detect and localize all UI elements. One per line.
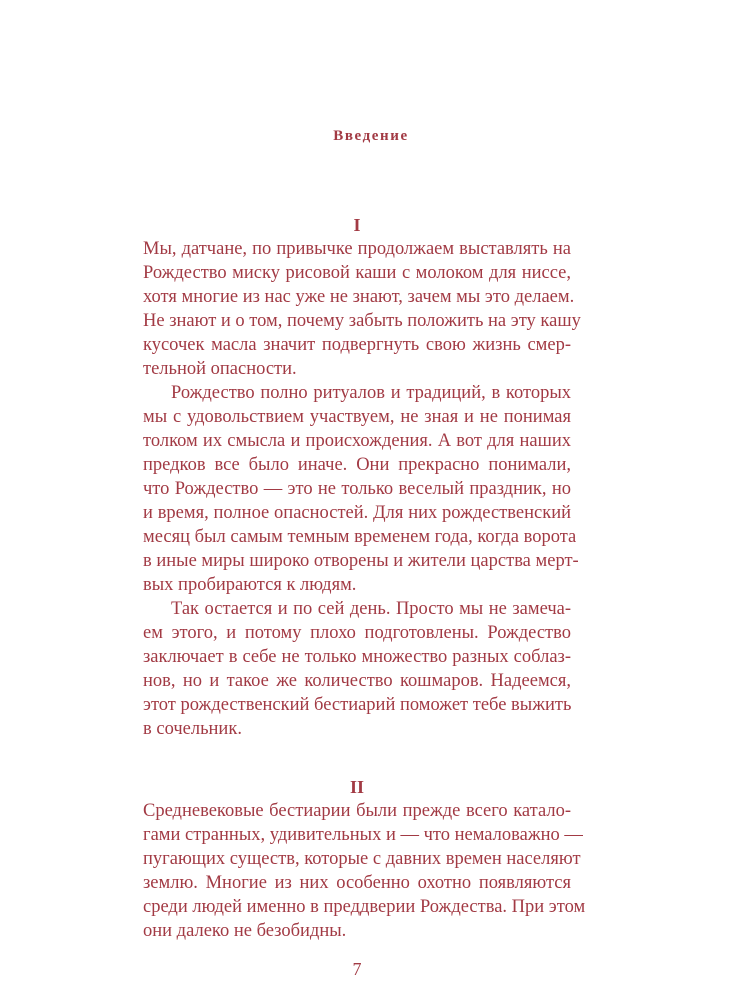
page-number: 7 — [352, 959, 362, 979]
section-number-2: II — [349, 777, 364, 797]
text-line: они далеко не безобидны. — [143, 921, 347, 941]
text-line: землю. Многие из них особенно охотно появляются — [143, 873, 571, 893]
text-line: в иные миры широко отворены и жители царства мерт- — [143, 551, 579, 571]
text-line: ем этого, и потому плохо подготовлены. Рождество — [143, 623, 571, 643]
text-line: заключает в себе не только множество разных соблаз- — [143, 647, 571, 667]
text-line: Рождество миску рисовой каши с молоком для ниссе, — [143, 263, 571, 283]
text-line: этот рождественский бестиарий поможет тебе выжить — [143, 695, 572, 715]
text-line: хотя многие из нас уже не знают, зачем мы это делаем. — [143, 287, 575, 307]
text-line: Мы, датчане, по привычке продолжаем выставлять на — [143, 239, 571, 259]
text-line: Рождество полно ритуалов и традиций, в которых — [171, 383, 571, 403]
text-line: что Рождество — это не только веселый праздник, но — [143, 479, 571, 499]
text-line: пугающих существ, которые с давних времен населяют — [143, 849, 581, 869]
text-line: предков все было иначе. Они прекрасно понимали, — [143, 455, 571, 475]
text-line: мы с удовольствием участвуем, не зная и не понимая — [143, 407, 571, 427]
text-line: тельной опасности. — [143, 359, 297, 379]
text-line: кусочек масла значит подвергнуть свою жизнь смер- — [143, 335, 571, 355]
text-line: в сочельник. — [143, 719, 242, 739]
chapter-title: Введение — [333, 128, 409, 144]
text-line: Не знают и о том, почему забыть положить на эту кашу — [143, 311, 581, 331]
section-number-1: I — [353, 215, 361, 235]
text-line: нов, но и такое же количество кошмаров. Надеемся, — [143, 671, 571, 691]
text-line: месяц был самым темным временем года, когда ворота — [143, 527, 577, 547]
text-line: гами странных, удивительных и — что немаловажно — — [143, 825, 583, 845]
text-line: Так остается и по сей день. Просто мы не замеча- — [171, 599, 571, 619]
text-line: и время, полное опасностей. Для них рождественский — [143, 503, 571, 523]
text-line: среди людей именно в преддверии Рождества. При этом — [143, 897, 586, 917]
text-line: вых пробираются к людям. — [143, 575, 357, 595]
text-line: толком их смысла и происхождения. А вот для наших — [143, 431, 571, 451]
text-line: Средневековые бестиарии были прежде всего катало- — [143, 801, 571, 821]
